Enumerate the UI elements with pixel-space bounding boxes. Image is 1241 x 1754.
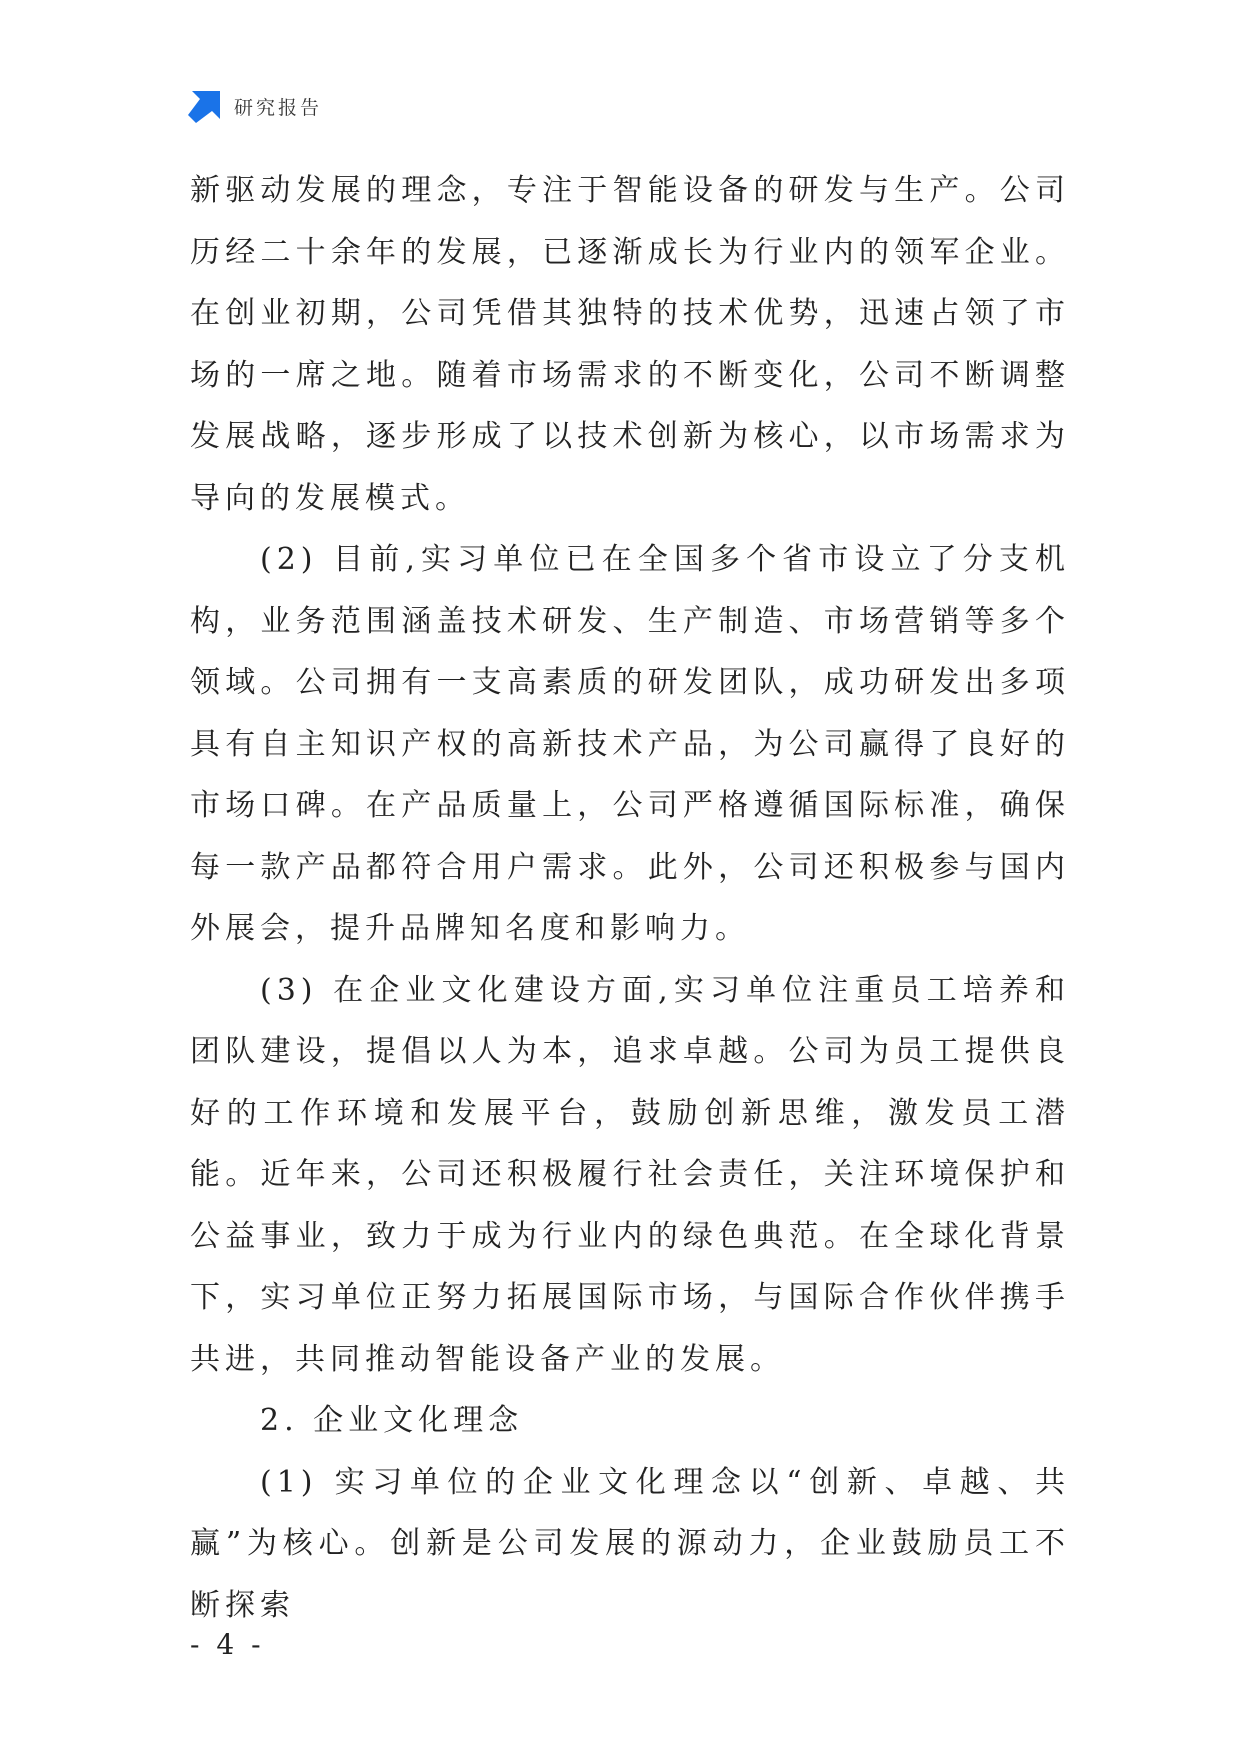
paragraph-continuation: 新驱动发展的理念，专注于智能设备的研发与生产。公司历经二十余年的发展，已逐渐成长为行业内的领军企业。在创业初期，公司凭借其独特的技术优势，迅速占领了市场的一席之地。随着市场需求的不断变化，公司不断调整发展战略，逐步形成了以技术创新为核心，以市场需求为导向的发展模式。 — [190, 173, 1070, 516]
page-number: - 4 - — [190, 1628, 265, 1661]
paragraph-2: (2) 目前,实习单位已在全国多个省市设立了分支机构，业务范围涵盖技术研发、生产制造、市场营销等多个领域。公司拥有一支高素质的研发团队，成功研发出多项具有自主知识产权的高新技术产品，为公司赢得了良好的市场口碑。在产品质量上，公司严格遵循国际标准，确保每一款产品都符合用户需求。此外，公司还积极参与国内外展会，提升品牌知名度和影响力。 — [190, 542, 1070, 946]
section-heading: 2. 企业文化理念 — [260, 1403, 524, 1438]
arrow-up-right-icon — [188, 89, 222, 123]
paragraph-culture-1: (1) 实习单位的企业文化理念以“创新、卓越、共赢”为核心。创新是公司发展的源动力，企业鼓励员工不断探索 — [190, 1464, 1070, 1623]
paragraph-3: (3) 在企业文化建设方面,实习单位注重员工培养和团队建设，提倡以人为本，追求卓越。公司为员工提供良好的工作环境和发展平台，鼓励创新思维，激发员工潜能。近年来，公司还积极履行社会责任，关注环境保护和公益事业，致力于成为行业内的绿色典范。在全球化背景下，实习单位正努力拓展国际市场，与国际合作伙伴携手共进，共同推动智能设备产业的发展。 — [190, 972, 1070, 1377]
header-title: 研究报告 — [234, 96, 323, 119]
page-header — [188, 88, 322, 124]
document-body — [190, 160, 1070, 1636]
